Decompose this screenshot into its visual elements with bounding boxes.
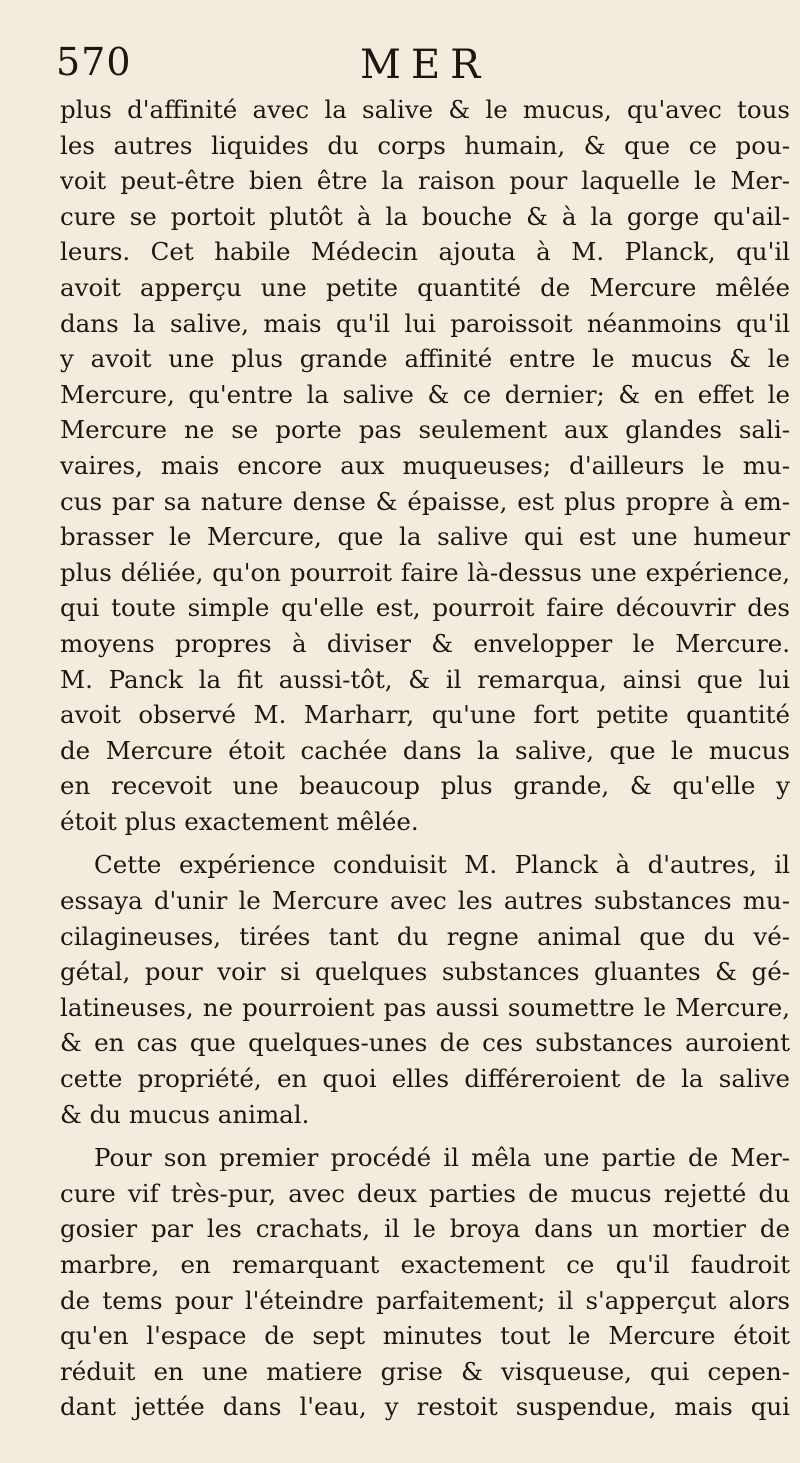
text-line: de Mercure étoit cachée dans la salive, que le mucus [60,735,790,765]
text-line: essaya d'unir le Mercure avec les autres substances mu- [60,886,790,916]
text-line: voit peut-être bien être la raison pour laquelle le Mer- [60,166,790,196]
text-line: de tems pour l'éteindre parfaitement; il s'apperçut alors [60,1285,790,1315]
text-line: gétal, pour voir si quelques substances gluantes & gé- [60,957,790,987]
text-line: avoit apperçu une petite quantité de Mercure mêlée [60,272,790,302]
text-line: & du mucus animal. [60,1099,310,1129]
body-text [60,92,790,1425]
text-line: brasser le Mercure, que la salive qui est une humeur [60,522,790,552]
text-line: M. Panck la fit aussi-tôt, & il remarqua, ainsi que lui [60,664,790,694]
text-line: étoit plus exactement mêlée. [60,806,419,836]
text-line: en recevoit une beaucoup plus grande, & qu'elle y [60,771,790,801]
paragraph-gap [60,1132,790,1140]
text-line: dans la salive, mais qu'il lui paroissoit néanmoins qu'il [60,308,790,338]
text-line: avoit observé M. Marharr, qu'une fort petite quantité [60,700,790,730]
text-line: leurs. Cet habile Médecin ajouta à M. Planck, qu'il [60,237,790,267]
text-line: gosier par les crachats, il le broya dans un mortier de [60,1214,790,1244]
text-line: Mercure ne se porte pas seulement aux glandes sali- [60,415,790,445]
text-line: moyens propres à diviser & envelopper le Mercure. [60,628,790,658]
text-line: Pour son premier procédé il mêla une partie de Mer- [94,1143,790,1173]
text-line: Mercure, qu'entre la salive & ce dernier; & en effet le [60,379,790,409]
text-line: cure vif très-pur, avec deux parties de mucus rejetté du [60,1178,790,1208]
paragraph [60,1140,790,1425]
paragraph [60,847,790,1132]
text-line: marbre, en remarquant exactement ce qu'il faudroit [60,1250,790,1279]
text-line: Cette expérience conduisit M. Planck à d'autres, il [94,850,790,880]
text-line: les autres liquides du corps humain, & que ce pou- [60,130,790,160]
text-line: plus d'affinité avec la salive & le mucus, qu'avec tous [60,95,790,124]
text-line: plus déliée, qu'on pourroit faire là-dessus une expérience, [60,557,790,587]
text-line: & en cas que quelques-unes de ces substances auroient [60,1028,790,1058]
paragraph [60,92,790,839]
text-line: latineuses, ne pourroient pas aussi soumettre le Mercure, [60,992,790,1022]
page-number: 570 [56,40,132,84]
text-line: cette propriété, en quoi elles différeroient de la salive [60,1064,790,1094]
text-line: y avoit une plus grande affinité entre le mucus & le [60,344,790,374]
text-line: dant jettée dans l'eau, y restoit suspendue, mais qui [60,1392,790,1422]
text-line: cure se portoit plutôt à la bouche & à la gorge qu'ail- [60,201,790,231]
running-head: MER [360,42,491,88]
text-line: qu'en l'espace de sept minutes tout le Mercure étoit [60,1321,790,1351]
text-line: cilagineuses, tirées tant du regne animal que du vé- [60,921,790,951]
text-line: qui toute simple qu'elle est, pourroit faire découvrir des [60,593,790,623]
text-line: réduit en une matiere grise & visqueuse, qui cepen- [60,1356,790,1386]
text-line: vaires, mais encore aux muqueuses; d'ailleurs le mu- [60,450,790,480]
paragraph-gap [60,839,790,847]
text-line: cus par sa nature dense & épaisse, est plus propre à em- [60,486,790,516]
